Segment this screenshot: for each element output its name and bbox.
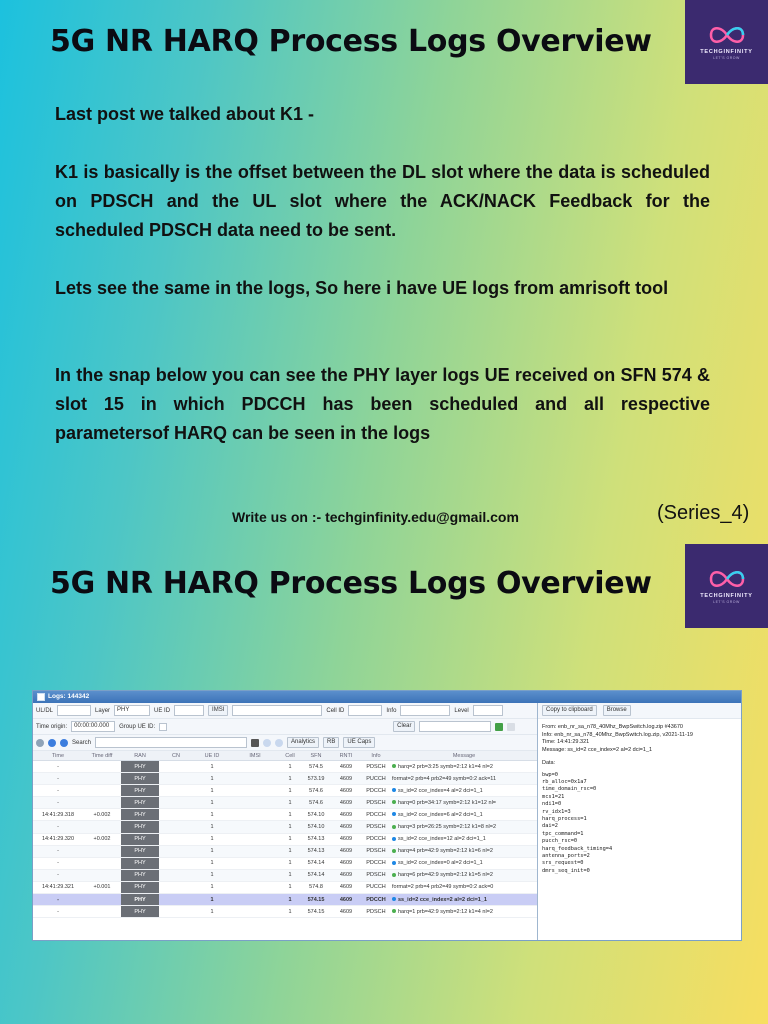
col-header-ue-id[interactable]: UE ID	[193, 751, 231, 761]
log-cell-cn	[159, 821, 193, 833]
cell-id-dropdown[interactable]	[348, 705, 382, 716]
log-cell-ue: 1	[193, 833, 231, 845]
log-cell-time: -	[33, 761, 83, 773]
log-window-titlebar	[33, 691, 741, 703]
log-cell-ran: PHY	[121, 809, 159, 821]
log-cell-cell: 1	[279, 869, 301, 881]
log-cell-ue: 1	[193, 809, 231, 821]
log-cell-sfn: 574.13	[301, 845, 331, 857]
log-cell-imsi	[231, 857, 279, 869]
log-cell-info: PDCCH	[361, 785, 391, 797]
log-cell-sfn: 573.19	[301, 773, 331, 785]
log-cell-sfn: 574.10	[301, 821, 331, 833]
log-cell-ran: PHY	[121, 906, 159, 918]
log-message-text: ss_id=2 cce_index=12 al=2 dci=1_1	[398, 836, 486, 843]
ue-id-label: UE ID	[154, 707, 171, 714]
log-cell-cell: 1	[279, 761, 301, 773]
detail-data-fields: bwp=0 rb_alloc=0x1a7 time_domain_rsc=0 mcs1=21 ndi1=0 rv_idx1=3 harq_process=1 dai=2 tpc_command=1 pucch_rsc=0 harq_feedback_timing=4 antenna_ports=2 srs_request=0 dmrs_seq_init=0	[542, 771, 613, 874]
log-cell-rnti: 4609	[331, 773, 361, 785]
log-cell-time: -	[33, 785, 83, 797]
log-cell-cn	[159, 894, 193, 906]
col-header-ran[interactable]: RAN	[121, 751, 159, 761]
col-header-message[interactable]: Message	[391, 751, 537, 761]
log-cell-imsi	[231, 761, 279, 773]
log-cell-rnti: 4609	[331, 906, 361, 918]
log-cell-ran: PHY	[121, 881, 159, 893]
brand-logo-2	[685, 544, 768, 628]
binoculars-icon[interactable]	[251, 739, 259, 747]
log-cell-ue: 1	[193, 797, 231, 809]
status-dot-icon	[392, 897, 396, 901]
time-origin-input[interactable]: 00:00:00.000	[71, 721, 115, 732]
col-header-cell[interactable]: Cell	[279, 751, 301, 761]
logo-tagline: LET'S GROW	[713, 56, 740, 60]
logo-tagline: LET'S GROW	[713, 600, 740, 604]
log-row[interactable]	[33, 869, 537, 881]
group-ue-label: Group UE ID:	[119, 723, 156, 730]
log-cell-imsi	[231, 797, 279, 809]
log-cell-time: 14:41:29.318	[33, 809, 83, 821]
info-dropdown[interactable]	[400, 705, 450, 716]
log-cell-info: PDSCH	[361, 821, 391, 833]
log-cell-cn	[159, 845, 193, 857]
log-cell-info: PUCCH	[361, 773, 391, 785]
log-cell-rnti: 4609	[331, 761, 361, 773]
log-row[interactable]	[33, 809, 537, 821]
window-icon	[37, 693, 45, 701]
log-cell-ran: PHY	[121, 761, 159, 773]
col-header-sfn[interactable]: SFN	[301, 751, 331, 761]
col-header-imsi[interactable]: IMSI	[231, 751, 279, 761]
log-cell-cn	[159, 869, 193, 881]
log-cell-cell: 1	[279, 881, 301, 893]
log-cell-info: PDSCH	[361, 906, 391, 918]
status-dot-icon	[392, 837, 396, 841]
info-label: Info	[386, 707, 397, 714]
infinity-logo-icon	[707, 24, 747, 46]
log-message-text: ss_id=2 cce_index=4 al=2 dci=1_1	[398, 787, 483, 794]
log-row[interactable]	[33, 785, 537, 797]
log-cell-cell: 1	[279, 845, 301, 857]
log-cell-diff	[83, 894, 121, 906]
level-dropdown[interactable]	[473, 705, 503, 716]
log-cell-msg	[391, 797, 537, 809]
layer-label: Layer	[95, 707, 111, 714]
log-cell-ue: 1	[193, 785, 231, 797]
log-cell-ran: PHY	[121, 894, 159, 906]
log-message-text: ss_id=2 cce_index=6 al=2 dci=1_1	[398, 811, 483, 818]
log-cell-time: -	[33, 869, 83, 881]
log-cell-msg	[391, 845, 537, 857]
log-cell-ue: 1	[193, 894, 231, 906]
log-cell-msg	[391, 869, 537, 881]
log-cell-diff: +0.001	[83, 881, 121, 893]
log-message-text: harq=0 prb=34:17 symb=2:12 k1=12 nl=	[398, 799, 497, 806]
browse-button[interactable]: Browse	[603, 705, 631, 716]
log-cell-time: -	[33, 821, 83, 833]
refresh-icon[interactable]	[36, 739, 44, 747]
log-cell-sfn: 574.13	[301, 833, 331, 845]
log-row[interactable]	[33, 761, 537, 773]
search-input[interactable]	[95, 737, 247, 748]
remove-filter-icon[interactable]	[507, 723, 515, 731]
log-message-text: harq=4 prb=42:9 symb=2:12 k1=6 nl=2	[398, 848, 493, 855]
log-cell-ue: 1	[193, 845, 231, 857]
infinity-logo-icon	[707, 568, 747, 590]
log-row[interactable]	[33, 833, 537, 845]
status-dot-icon	[392, 800, 396, 804]
log-message-text: harq=2 prb=3:25 symb=2:12 k1=4 nl=2	[398, 763, 493, 770]
log-cell-imsi	[231, 869, 279, 881]
log-cell-ran: PHY	[121, 845, 159, 857]
log-cell-time: 14:41:29.321	[33, 881, 83, 893]
log-cell-imsi	[231, 785, 279, 797]
status-dot-icon	[392, 909, 396, 913]
log-cell-cell: 1	[279, 857, 301, 869]
log-cell-time: -	[33, 845, 83, 857]
log-cell-ue: 1	[193, 906, 231, 918]
log-cell-sfn: 574.8	[301, 881, 331, 893]
status-dot-icon	[392, 788, 396, 792]
log-cell-cell: 1	[279, 773, 301, 785]
log-cell-cell: 1	[279, 906, 301, 918]
series-label: (Series_4)	[657, 502, 750, 524]
log-cell-sfn: 574.14	[301, 869, 331, 881]
time-origin-label: Time origin:	[36, 723, 68, 730]
detail-time: Time: 14:41:29.321	[542, 739, 590, 745]
log-cell-rnti: 4609	[331, 809, 361, 821]
add-filter-icon[interactable]	[495, 723, 503, 731]
log-cell-info: PDCCH	[361, 857, 391, 869]
log-cell-rnti: 4609	[331, 833, 361, 845]
col-header-cn[interactable]: CN	[159, 751, 193, 761]
log-cell-rnti: 4609	[331, 785, 361, 797]
log-cell-rnti: 4609	[331, 881, 361, 893]
log-cell-cell: 1	[279, 894, 301, 906]
status-dot-icon	[392, 764, 396, 768]
log-cell-ran: PHY	[121, 797, 159, 809]
log-cell-cn	[159, 797, 193, 809]
search-toolbar	[33, 735, 537, 751]
filter-dropdown[interactable]	[419, 721, 491, 732]
log-cell-info: PDSCH	[361, 845, 391, 857]
log-cell-rnti: 4609	[331, 869, 361, 881]
log-message-text: format=2 prb=4 prb2=49 symb=0:2 ack=11	[392, 775, 497, 782]
detail-toolbar	[538, 703, 741, 719]
log-cell-cell: 1	[279, 833, 301, 845]
status-dot-icon	[392, 812, 396, 816]
log-cell-sfn: 574.5	[301, 761, 331, 773]
brand-logo	[685, 0, 768, 84]
log-cell-rnti: 4609	[331, 857, 361, 869]
log-cell-ue: 1	[193, 881, 231, 893]
log-cell-msg	[391, 906, 537, 918]
log-cell-ue: 1	[193, 773, 231, 785]
search-label: Search	[72, 739, 92, 746]
layer-dropdown[interactable]: PHY	[114, 705, 150, 716]
log-cell-ran: PHY	[121, 821, 159, 833]
log-cell-cn	[159, 833, 193, 845]
detail-from: From: enb_nr_sa_n78_40Mhz_BwpSwitch.log.zip #43670	[542, 724, 683, 730]
status-dot-icon	[392, 825, 396, 829]
uldl-label: UL/DL	[36, 707, 54, 714]
clear-button[interactable]: Clear	[393, 721, 415, 732]
log-table-header	[33, 751, 537, 761]
uldl-dropdown[interactable]	[57, 705, 91, 716]
log-row[interactable]	[33, 797, 537, 809]
log-cell-info: PDCCH	[361, 809, 391, 821]
log-cell-imsi	[231, 833, 279, 845]
log-cell-imsi	[231, 894, 279, 906]
log-cell-time: -	[33, 894, 83, 906]
log-cell-cn	[159, 761, 193, 773]
log-cell-rnti: 4609	[331, 894, 361, 906]
detail-message: Message: ss_id=2 cce_index=2 al=2 dci=1_1	[542, 746, 653, 753]
forward-icon[interactable]	[60, 739, 68, 747]
detail-info: Info: enb_nr_sa_n78_40Mhz_BwpSwitch.log.zip, v2021-11-19	[542, 731, 693, 738]
log-window-title: Logs: 144342	[48, 693, 90, 700]
log-list-pane	[33, 703, 538, 940]
log-cell-ue: 1	[193, 761, 231, 773]
log-cell-cell: 1	[279, 785, 301, 797]
imsi-dropdown[interactable]	[232, 705, 322, 716]
log-cell-time: -	[33, 906, 83, 918]
log-cell-msg	[391, 881, 537, 893]
log-cell-info: PDCCH	[361, 833, 391, 845]
log-cell-cn	[159, 809, 193, 821]
log-cell-msg	[391, 821, 537, 833]
log-cell-time: -	[33, 773, 83, 785]
log-cell-rnti: 4609	[331, 821, 361, 833]
status-dot-icon	[392, 861, 396, 865]
log-cell-cell: 1	[279, 797, 301, 809]
log-cell-imsi	[231, 809, 279, 821]
log-row[interactable]	[33, 906, 537, 918]
logo-name: TECHGINFINITY	[700, 593, 753, 599]
log-cell-info: PDSCH	[361, 869, 391, 881]
log-cell-imsi	[231, 773, 279, 785]
log-cell-diff	[83, 797, 121, 809]
log-cell-sfn: 574.15	[301, 894, 331, 906]
log-row[interactable]	[33, 773, 537, 785]
intro-text: Last post we talked about K1 -	[55, 104, 315, 124]
log-cell-time: 14:41:29.320	[33, 833, 83, 845]
log-message-text: format=2 prb=4 prb2=49 symb=0:2 ack=0	[392, 884, 494, 891]
log-cell-cn	[159, 785, 193, 797]
log-cell-msg	[391, 833, 537, 845]
log-detail-pane	[538, 703, 741, 940]
log-cell-imsi	[231, 881, 279, 893]
filter-toolbar	[33, 703, 537, 719]
log-row[interactable]	[33, 881, 537, 893]
log-cell-ran: PHY	[121, 869, 159, 881]
prev-result-icon[interactable]	[263, 739, 271, 747]
log-table	[33, 751, 537, 918]
logo-name: TECHGINFINITY	[700, 49, 753, 55]
log-row[interactable]	[33, 894, 537, 906]
log-cell-cn	[159, 857, 193, 869]
cell-id-label: Cell ID	[326, 707, 345, 714]
copy-to-clipboard-button[interactable]: Copy to clipboard	[542, 705, 597, 716]
contact-email: Write us on :- techginfinity.edu@gmail.com	[232, 509, 519, 525]
log-cell-diff	[83, 773, 121, 785]
time-toolbar	[33, 719, 537, 735]
log-cell-sfn: 574.6	[301, 785, 331, 797]
log-cell-diff	[83, 869, 121, 881]
level-label: Level	[454, 707, 469, 714]
imsi-button[interactable]: IMSI	[208, 705, 228, 716]
slide2-title: 5G NR HARQ Process Logs Overview	[50, 566, 652, 601]
log-cell-diff	[83, 857, 121, 869]
log-message-text: harq=1 prb=42:9 symb=2:12 k1=4 nl=2	[398, 908, 493, 915]
log-row[interactable]	[33, 845, 537, 857]
log-viewer-window	[32, 690, 742, 941]
log-cell-sfn: 574.10	[301, 809, 331, 821]
log-cell-ue: 1	[193, 869, 231, 881]
log-cell-info: PDSCH	[361, 761, 391, 773]
col-header-rnti[interactable]: RNTI	[331, 751, 361, 761]
next-result-icon[interactable]	[275, 739, 283, 747]
log-cell-time: -	[33, 857, 83, 869]
log-cell-rnti: 4609	[331, 845, 361, 857]
log-cell-info: PDCCH	[361, 894, 391, 906]
log-cell-cell: 1	[279, 809, 301, 821]
log-message-text: harq=6 prb=42:9 symb=2:12 k1=5 nl=2	[398, 872, 493, 879]
log-cell-rnti: 4609	[331, 797, 361, 809]
log-cell-diff	[83, 845, 121, 857]
log-cell-ran: PHY	[121, 785, 159, 797]
log-cell-msg	[391, 809, 537, 821]
log-cell-cn	[159, 773, 193, 785]
ue-caps-button[interactable]: UE Caps	[343, 737, 375, 748]
back-icon[interactable]	[48, 739, 56, 747]
log-cell-ran: PHY	[121, 833, 159, 845]
log-cell-ran: PHY	[121, 857, 159, 869]
logs-intro-text: Lets see the same in the logs, So here i have UE logs from amrisoft tool	[55, 278, 669, 298]
status-dot-icon	[392, 849, 396, 853]
detail-content	[538, 719, 741, 880]
log-cell-imsi	[231, 906, 279, 918]
log-cell-imsi	[231, 821, 279, 833]
log-cell-time: -	[33, 797, 83, 809]
log-message-text: ss_id=2 cce_index=0 al=2 dci=1_1	[398, 860, 483, 867]
analytics-button[interactable]: Analytics	[287, 737, 319, 748]
log-cell-diff	[83, 821, 121, 833]
log-cell-msg	[391, 857, 537, 869]
log-row[interactable]	[33, 857, 537, 869]
log-cell-info: PDSCH	[361, 797, 391, 809]
log-cell-diff: +0.002	[83, 833, 121, 845]
group-ue-checkbox[interactable]	[159, 723, 167, 731]
snap-description-text: In the snap below you can see the PHY layer logs UE received on SFN 574 & slot 15 in which PDCCH has been scheduled and all respective parametersof HARQ can be seen in the logs	[55, 365, 710, 443]
col-header-time-diff[interactable]: Time diff	[83, 751, 121, 761]
log-cell-cell: 1	[279, 821, 301, 833]
col-header-info[interactable]: Info	[361, 751, 391, 761]
log-cell-ran: PHY	[121, 773, 159, 785]
slide1-title: 5G NR HARQ Process Logs Overview	[50, 24, 652, 59]
ue-id-dropdown[interactable]	[174, 705, 204, 716]
log-cell-cn	[159, 906, 193, 918]
log-cell-msg	[391, 761, 537, 773]
detail-data-label: Data:	[542, 760, 556, 766]
log-row[interactable]	[33, 821, 537, 833]
log-cell-ue: 1	[193, 821, 231, 833]
log-cell-info: PUCCH	[361, 881, 391, 893]
rb-button[interactable]: RB	[323, 737, 339, 748]
log-cell-diff	[83, 906, 121, 918]
log-cell-sfn: 574.6	[301, 797, 331, 809]
log-cell-diff	[83, 761, 121, 773]
log-cell-sfn: 574.15	[301, 906, 331, 918]
log-cell-sfn: 574.14	[301, 857, 331, 869]
log-message-text: harq=3 prb=26:25 symb=2:12 k1=8 nl=2	[398, 824, 497, 831]
col-header-time[interactable]: Time	[33, 751, 83, 761]
log-cell-diff: +0.002	[83, 809, 121, 821]
log-cell-imsi	[231, 845, 279, 857]
status-dot-icon	[392, 873, 396, 877]
k1-explanation-text: K1 is basically is the offset between the DL slot where the data is scheduled on PDSCH and the UL slot where the ACK/NACK Feedback for the scheduled PDSCH data need to be sent.	[55, 162, 710, 240]
log-cell-ue: 1	[193, 857, 231, 869]
log-cell-msg	[391, 785, 537, 797]
log-cell-msg	[391, 894, 537, 906]
log-cell-diff	[83, 785, 121, 797]
log-cell-msg	[391, 773, 537, 785]
log-cell-cn	[159, 881, 193, 893]
log-message-text: ss_id=2 cce_index=2 al=2 dci=1_1	[398, 896, 487, 903]
